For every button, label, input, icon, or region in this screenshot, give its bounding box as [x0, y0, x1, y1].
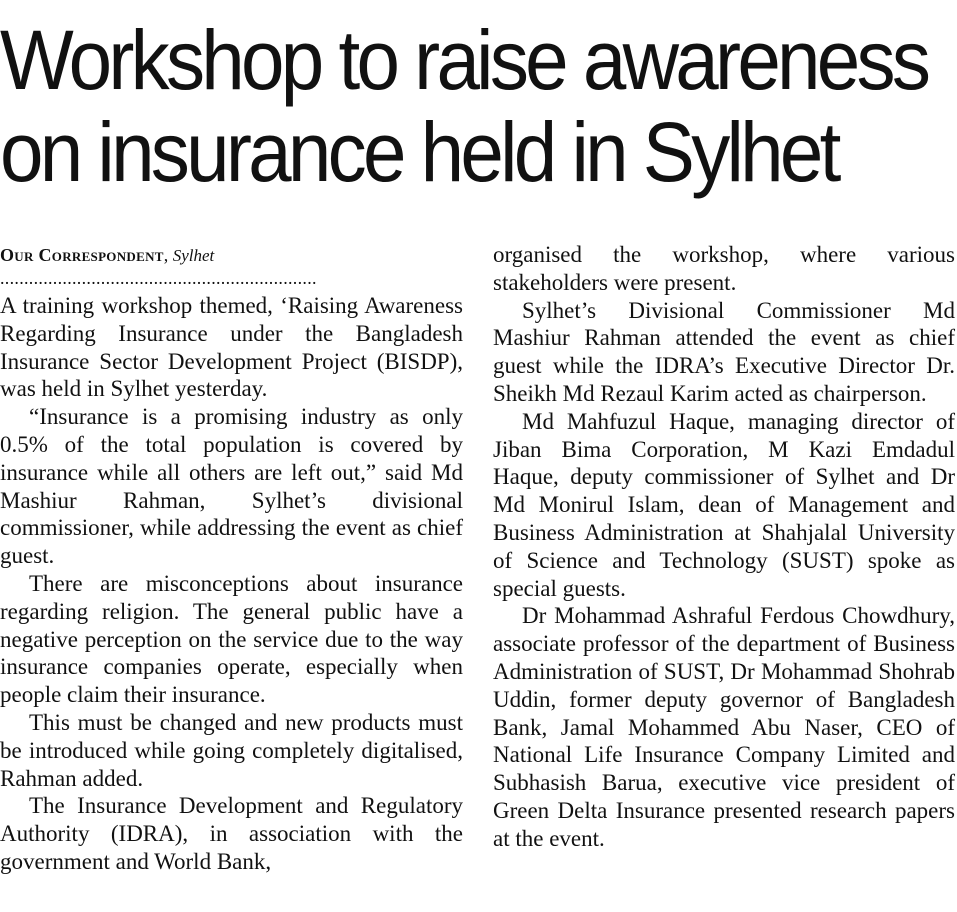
paragraph: Dr Mohammad Ashraful Ferdous Chowdhury, associate professor of the department of Business Administration of SUST, Dr Mohammad Shohrab Uddin, former deputy governor of Bangladesh Bank, Jamal Mohammed Abu Naser, CEO of National Life Insurance Company Limited and Subhasish Barua, executive vice president of Green Delta Insurance presented research papers at the event. — [493, 603, 955, 851]
byline-place: Sylhet — [172, 246, 215, 265]
paragraph: “Insurance is a promising industry as only 0.5% of the total population is covered by insurance while all others are left out,” said Md Mashiur Rahman, Sylhet’s divisional commissioner, while addressing the event as chief guest. — [0, 404, 463, 569]
byline — [0, 241, 463, 270]
byline-separator: , — [163, 245, 173, 265]
paragraph-continued: organised the workshop, where various stakeholders were present. — [493, 242, 955, 295]
paragraph: Md Mahfuzul Haque, managing director of Jiban Bima Corporation, M Kazi Emdadul Haque, deputy commissioner of Sylhet and Dr Md Monirul Islam, dean of Management and Business Administration at Shahjalal University of Science and Technology (SUST) spoke as special guests. — [493, 408, 955, 601]
byline-author: Our Correspondent — [0, 245, 164, 265]
paragraph: There are misconceptions about insurance regarding religion. The general public have a negative perception on the service due to the way insurance companies operate, especially when people claim their insurance. — [0, 570, 463, 708]
paragraph: A training workshop themed, ‘Raising Awareness Regarding Insurance under the Bangladesh Insurance Sector Development Project (BISDP), was held in Sylhet yesterday. — [0, 293, 463, 402]
paragraph: Sylhet’s Divisional Commissioner Md Mashiur Rahman attended the event as chief guest while the IDRA’s Executive Director Dr. Sheikh Md Rezaul Karim acted as chairperson. — [493, 297, 955, 406]
dotted-divider: .................................................................. — [0, 270, 317, 288]
article-column-right — [493, 241, 955, 853]
headline — [0, 13, 928, 199]
paragraph: This must be changed and new products must be introduced while going completely digitalised, Rahman added. — [0, 709, 463, 791]
paragraph: The Insurance Development and Regulatory Authority (IDRA), in association with the government and World Bank, — [0, 793, 463, 874]
article-column-left — [0, 241, 463, 876]
headline-line-2: on insurance held in Sylhet — [0, 105, 838, 199]
headline-line-1: Workshop to raise awareness — [0, 13, 928, 107]
